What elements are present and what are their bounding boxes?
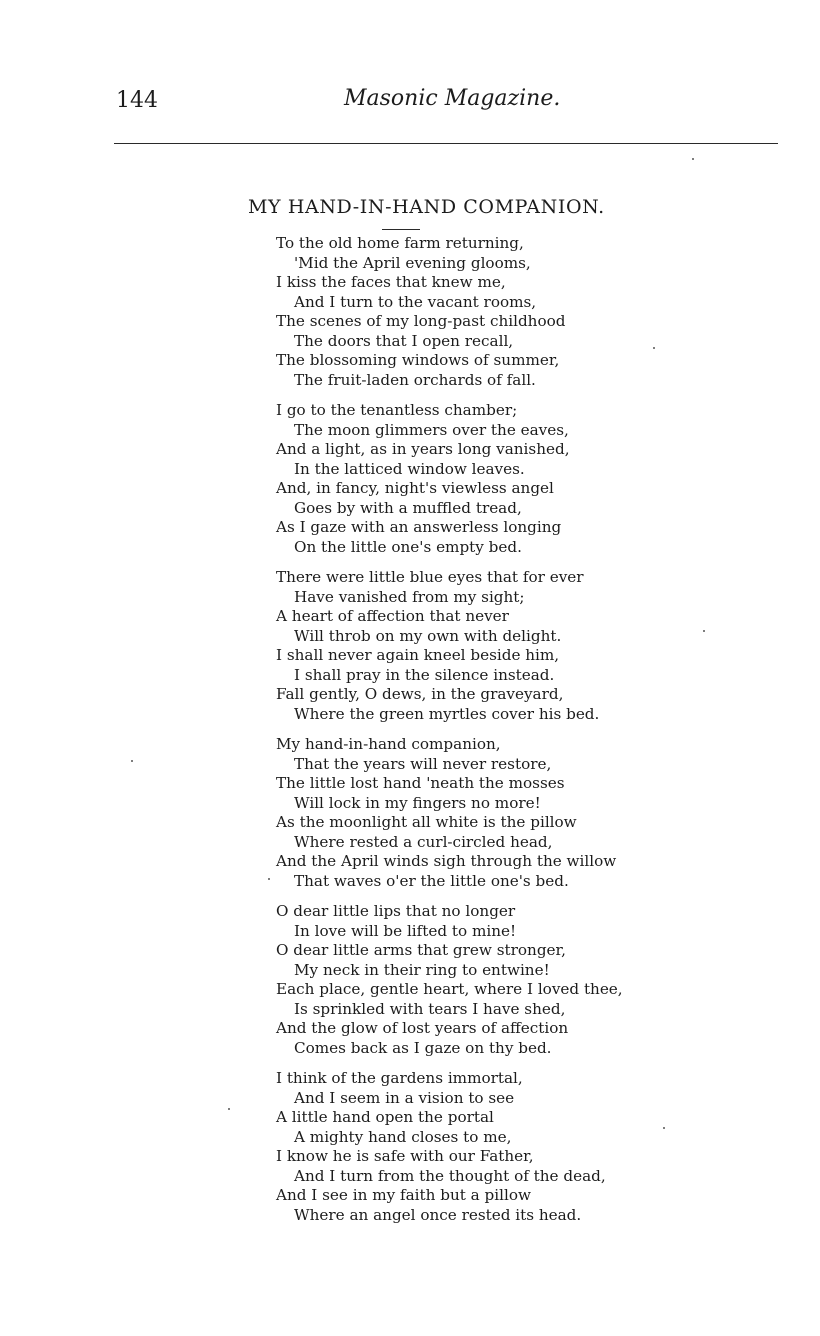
poem-line: And, in fancy, night's viewless angel [276, 479, 554, 497]
poem-line: My neck in their ring to entwine! [294, 960, 550, 979]
poem-line: In the latticed window leaves. [294, 459, 525, 478]
poem-line: On the little one's empty bed. [294, 537, 522, 556]
poem-line: Goes by with a muffled tread, [294, 498, 522, 517]
poem-line: And I turn to the vacant rooms, [294, 292, 537, 311]
poem-line: I shall pray in the silence instead. [294, 665, 555, 684]
stanza [276, 234, 623, 390]
poem-line: The blossoming windows of summer, [276, 351, 560, 369]
poem-line: O dear little lips that no longer [276, 902, 516, 920]
print-speck [692, 158, 694, 160]
stanza [276, 568, 623, 724]
poem-line: And the April winds sigh through the willow [276, 852, 617, 870]
poem-line: Will lock in my fingers no more! [294, 793, 541, 812]
poem-line: A little hand open the portal [276, 1108, 494, 1126]
poem-line: Each place, gentle heart, where I loved thee, [276, 980, 623, 998]
poem-title: MY HAND-IN-HAND COMPANION. [248, 196, 605, 218]
poem-line: I go to the tenantless chamber; [276, 401, 518, 419]
poem-line: I shall never again kneel beside him, [276, 646, 560, 664]
poem-line: Where an angel once rested its head. [294, 1205, 582, 1224]
poem-line: I think of the gardens immortal, [276, 1069, 523, 1087]
poem-line: I kiss the faces that knew me, [276, 273, 506, 291]
poem-line: Where the green myrtles cover his bed. [294, 704, 600, 723]
poem-line: As the moonlight all white is the pillow [276, 813, 577, 831]
title-rule [382, 229, 420, 230]
poem-line: A mighty hand closes to me, [294, 1127, 512, 1146]
stanza [276, 902, 623, 1058]
poem-body [276, 234, 623, 1236]
poem-line: Have vanished from my sight; [294, 587, 525, 606]
poem-line: The fruit-laden orchards of fall. [294, 370, 536, 389]
poem-line: As I gaze with an answerless longing [276, 518, 562, 536]
poem-line: Is sprinkled with tears I have shed, [294, 999, 566, 1018]
print-speck [131, 760, 133, 762]
poem-line: And I see in my faith but a pillow [276, 1186, 531, 1204]
poem-line: Will throb on my own with delight. [294, 626, 562, 645]
print-speck [663, 1127, 665, 1129]
poem-line: Fall gently, O dews, in the graveyard, [276, 685, 564, 703]
poem-line: The moon glimmers over the eaves, [294, 420, 569, 439]
header-rule [114, 143, 778, 144]
stanza [276, 1069, 623, 1225]
poem-line: O dear little arms that grew stronger, [276, 941, 566, 959]
poem-line: The scenes of my long-past childhood [276, 312, 566, 330]
page-number: 144 [116, 88, 158, 113]
poem-line: There were little blue eyes that for ever [276, 568, 584, 586]
poem-line: In love will be lifted to mine! [294, 921, 517, 940]
poem-line: That the years will never restore, [294, 754, 552, 773]
poem-line: A heart of affection that never [276, 607, 509, 625]
print-speck [268, 878, 270, 880]
print-speck [703, 630, 705, 632]
poem-line: 'Mid the April evening glooms, [294, 253, 531, 272]
poem-line: I know he is safe with our Father, [276, 1147, 534, 1165]
poem-line: And a light, as in years long vanished, [276, 440, 570, 458]
poem-line: And the glow of lost years of affection [276, 1019, 569, 1037]
poem-line: To the old home farm returning, [276, 234, 524, 252]
poem-line: Where rested a curl-circled head, [294, 832, 553, 851]
running-title: Masonic Magazine. [344, 86, 561, 111]
poem-line: The little lost hand 'neath the mosses [276, 774, 565, 792]
poem-line: That waves o'er the little one's bed. [294, 871, 569, 890]
stanza [276, 401, 623, 557]
stanza [276, 735, 623, 891]
poem-line: Comes back as I gaze on thy bed. [294, 1038, 552, 1057]
poem-line: And I seem in a vision to see [294, 1088, 515, 1107]
poem-line: My hand-in-hand companion, [276, 735, 501, 753]
print-speck [653, 347, 655, 349]
poem-line: The doors that I open recall, [294, 331, 514, 350]
poem-line: And I turn from the thought of the dead, [294, 1166, 606, 1185]
print-speck [228, 1108, 230, 1110]
